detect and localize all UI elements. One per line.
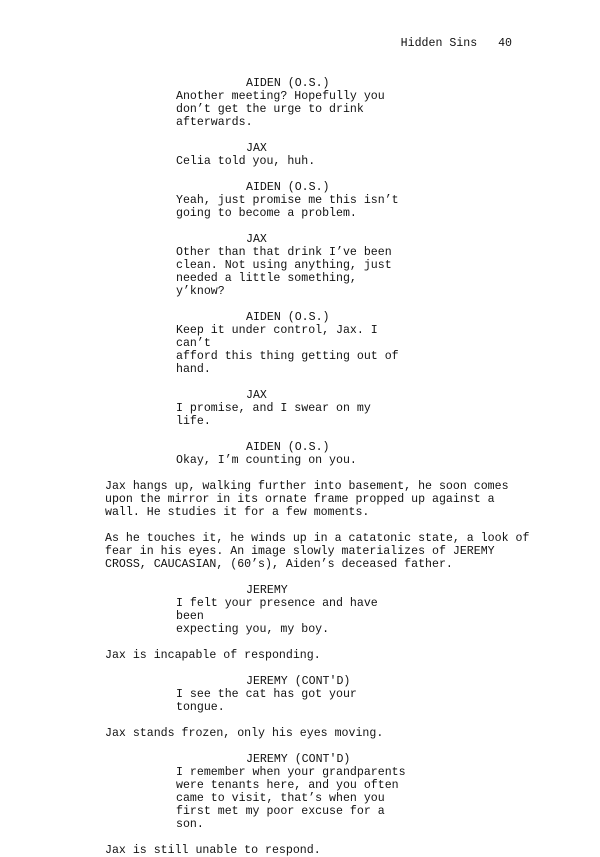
character-cue: JAX bbox=[246, 233, 267, 246]
character-cue: JEREMY bbox=[246, 584, 288, 597]
action-line: Jax hangs up, walking further into basement, he soon comes upon the mirror in its ornate frame propped up against a wall. He studies it for a few moments. bbox=[105, 480, 509, 519]
character-cue: JAX bbox=[246, 142, 267, 155]
character-cue: AIDEN (O.S.) bbox=[246, 77, 330, 90]
dialogue: I remember when your grandparents were tenants here, and you often came to visit, that’s when you first met my poor excuse for a son. bbox=[176, 766, 406, 831]
character-cue: JEREMY (CONT'D) bbox=[246, 675, 351, 688]
character-cue: JEREMY (CONT'D) bbox=[246, 753, 351, 766]
dialogue: Keep it under control, Jax. I can’t afford this thing getting out of hand. bbox=[176, 324, 399, 376]
character-cue: AIDEN (O.S.) bbox=[246, 311, 330, 324]
dialogue: Okay, I’m counting on you. bbox=[176, 454, 357, 467]
script-body bbox=[0, 77, 600, 857]
dialogue: Other than that drink I’ve been clean. Not using anything, just needed a little something, y’know? bbox=[176, 246, 392, 298]
dialogue: I promise, and I swear on my life. bbox=[176, 402, 371, 428]
dialogue: I see the cat has got your tongue. bbox=[176, 688, 357, 714]
page-number: 40 bbox=[498, 37, 512, 50]
action-line: As he touches it, he winds up in a catatonic state, a look of fear in his eyes. An image slowly materializes of JEREMY CROSS, CAUCASIAN, (60’s), Aiden’s deceased father. bbox=[105, 532, 530, 571]
page-header bbox=[401, 37, 512, 50]
character-cue: AIDEN (O.S.) bbox=[246, 441, 330, 454]
script-title: Hidden Sins bbox=[400, 37, 478, 50]
dialogue: Another meeting? Hopefully you don’t get the urge to drink afterwards. bbox=[176, 90, 385, 129]
action-line: Jax is still unable to respond. bbox=[105, 844, 321, 857]
dialogue: Yeah, just promise me this isn’t going to become a problem. bbox=[176, 194, 399, 220]
action-line: Jax is incapable of responding. bbox=[105, 649, 321, 662]
dialogue: Celia told you, huh. bbox=[176, 155, 316, 168]
character-cue: AIDEN (O.S.) bbox=[246, 181, 330, 194]
dialogue: I felt your presence and have been expecting you, my boy. bbox=[176, 597, 378, 636]
action-line: Jax stands frozen, only his eyes moving. bbox=[105, 727, 384, 740]
character-cue: JAX bbox=[246, 389, 267, 402]
